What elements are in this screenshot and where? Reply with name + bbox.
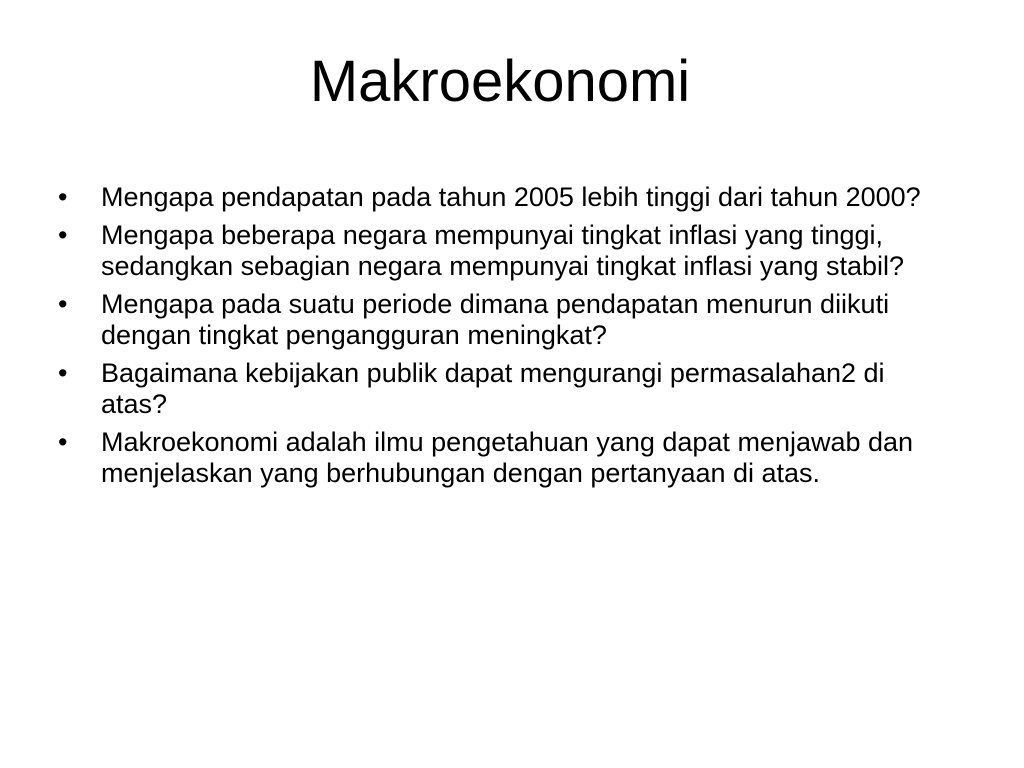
bullet-list [58, 182, 958, 496]
bullet-marker: • [58, 220, 68, 250]
bullet-item [58, 289, 958, 351]
bullet-text: Makroekonomi adalah ilmu pengetahuan yang dapat menjawab dan menjelaskan yang berhubungan dengan pertanyaan di atas. [101, 427, 914, 488]
bullet-item [58, 182, 958, 213]
bullet-item [58, 358, 958, 420]
bullet-marker: • [58, 182, 68, 212]
bullet-marker: • [58, 289, 68, 319]
bullet-text: Bagaimana kebijakan publik dapat mengurangi permasalahan2 di atas? [101, 358, 885, 419]
bullet-item [58, 427, 958, 489]
bullet-text: Mengapa pendapatan pada tahun 2005 lebih tinggi dari tahun 2000? [101, 182, 921, 212]
bullet-text: Mengapa beberapa negara mempunyai tingkat inflasi yang tinggi, sedangkan sebagian negara mempunyai tingkat inflasi yang stabil? [101, 220, 905, 281]
bullet-text: Mengapa pada suatu periode dimana pendapatan menurun diikuti dengan tingkat pengangguran meningkat? [101, 289, 890, 350]
bullet-item [58, 220, 958, 282]
bullet-marker: • [58, 427, 68, 457]
slide-title: Makroekonomi [309, 49, 691, 114]
bullet-marker: • [58, 358, 68, 388]
